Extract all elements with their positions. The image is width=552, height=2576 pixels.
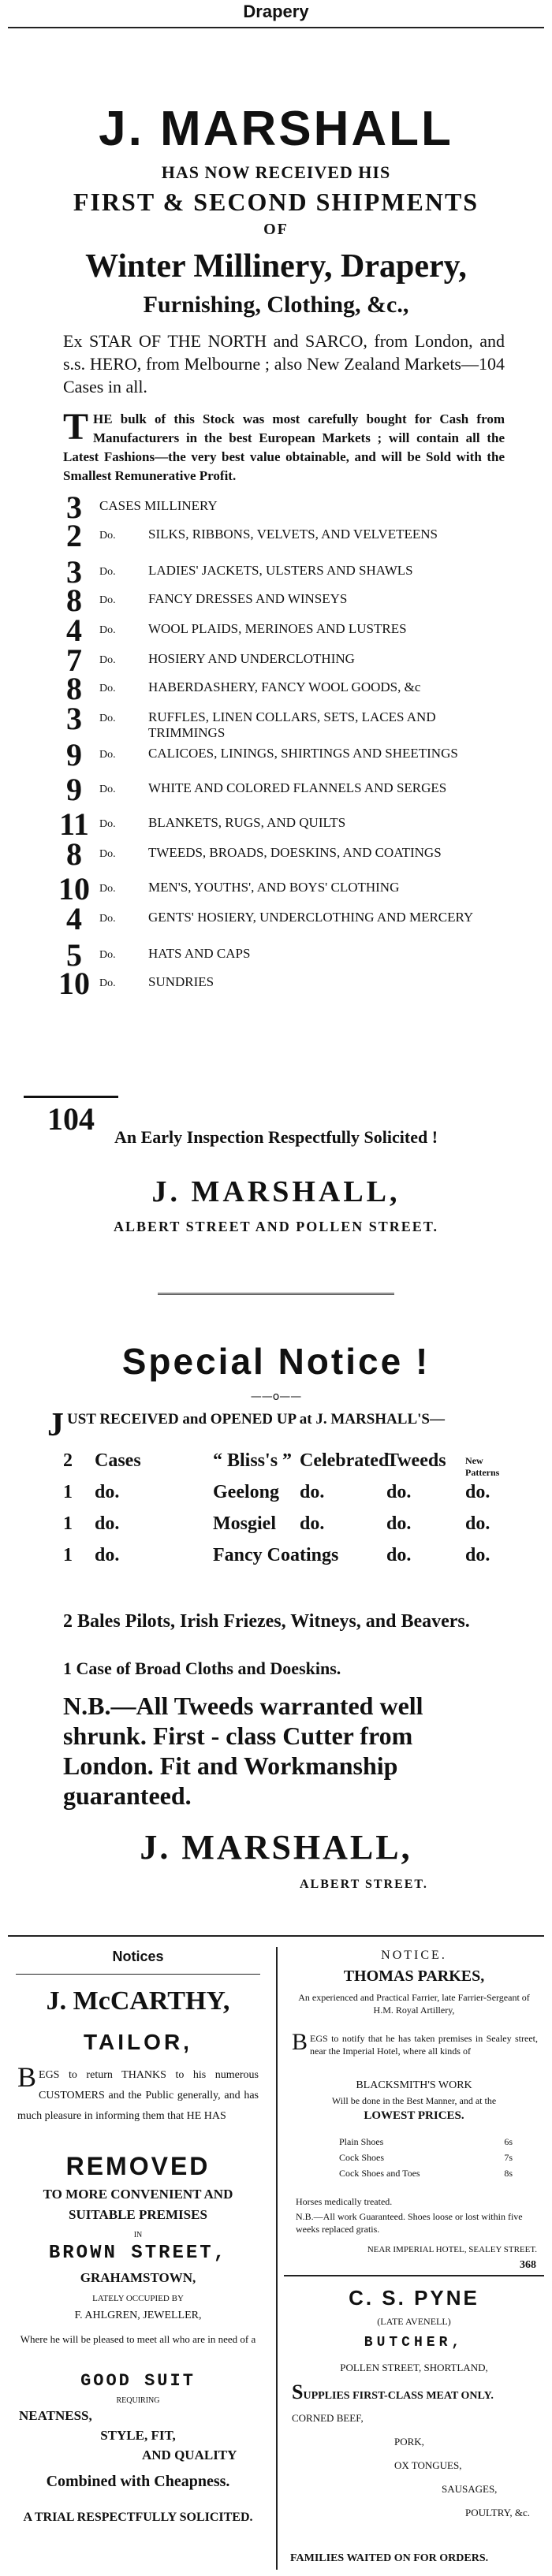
ornament: ——o——: [250, 1390, 302, 1403]
ditto-mark: Do.: [99, 713, 116, 724]
ditto-mark: Do.: [99, 977, 116, 989]
received-line: HAS NOW RECEIVED HIS: [161, 162, 391, 182]
neatness-line: NEATNESS,: [19, 2408, 92, 2423]
bales-line: 2 Bales Pilots, Irish Friezes, Witneys, and Beavers.: [63, 1611, 470, 1632]
case-count: 7: [66, 642, 82, 678]
received-notice: [47, 1407, 520, 1443]
parkes-name: THOMAS PARKES,: [343, 1967, 485, 1985]
premises-line: SUITABLE PREMISES: [69, 2207, 207, 2222]
intro-paragraph: [63, 406, 505, 486]
special-notice-title: Special Notice !: [121, 1341, 431, 1382]
column-divider: [276, 1947, 278, 2570]
horses-line: Horses medically treated.: [296, 2196, 393, 2207]
advertiser-name-3: J. MARSHALL,: [140, 1828, 412, 1867]
tweed-guarantee: N.B.—All Tweeds warranted well shrunk. First - class Cutter from London. Fit and Workmanship guaranteed.: [63, 1692, 423, 1810]
case-field-c: Celebrated: [300, 1450, 390, 1471]
mccarthy-trade: TAILOR,: [84, 2030, 192, 2054]
case-count: 8: [66, 671, 82, 706]
divider: [8, 27, 544, 28]
ditto-mark: Do.: [99, 654, 116, 666]
brown-street: BROWN STREET,: [48, 2243, 228, 2264]
mccarthy-thanks: [17, 2061, 259, 2127]
case-count: 3: [66, 490, 82, 525]
case-field-b: Geelong: [213, 1482, 279, 1502]
case-count: 4: [66, 901, 82, 936]
mccarthy-thanks-text: EGS to return THANKS to his numerous CUSTOMERS and the Public generally, and has much pleasure in informing them that HE HAS: [17, 2069, 259, 2122]
meat-item: PORK,: [394, 2436, 424, 2448]
case-count: 8: [66, 583, 82, 618]
case-field-e: do.: [465, 1545, 490, 1565]
shoe-price: 6s: [504, 2136, 513, 2147]
intro-text: HE bulk of this Stock was most carefully bought for Cash from Manufacturers in the best European Markets ; will contain all the Latest Fashions—the very best value obtainable, and will be Sold with the Smallest Remunerative Profit.: [63, 411, 505, 483]
case-field-a: Cases: [95, 1450, 141, 1471]
guarantee-line: N.B.—All work Guaranteed. Shoes loose or lost within five weeks replaced gratis.: [296, 2211, 523, 2235]
furnishing-line: Furnishing, Clothing, &c.,: [143, 292, 409, 318]
case-field-e: do.: [465, 1482, 490, 1502]
item-description: CALICOES, LININGS, SHIRTINGS AND SHEETINGS: [148, 746, 458, 761]
case-field-d: do.: [386, 1482, 412, 1502]
in-line: IN: [133, 2231, 143, 2239]
case-count: 8: [66, 836, 82, 872]
parkes-notice: [292, 2029, 538, 2057]
jeweller-line: F. AHLGREN, JEWELLER,: [74, 2310, 202, 2321]
price-row: [339, 2136, 513, 2148]
shoe-type: Cock Shoes and Toes: [339, 2168, 420, 2179]
good-suit: GOOD SUIT: [80, 2371, 196, 2391]
meat-item: SAUSAGES,: [442, 2483, 498, 2495]
case-field-q: 2: [63, 1450, 73, 1471]
removed-heading: REMOVED: [65, 2152, 211, 2180]
broadcloth-line: 1 Case of Broad Cloths and Doeskins.: [63, 1658, 341, 1678]
case-field-b: Mosgiel: [213, 1513, 276, 1534]
best-manner-line: Will be done in the Best Manner, and at the: [331, 2095, 497, 2106]
pyne-supplies-text: UPPLIES FIRST-CLASS MEAT ONLY.: [303, 2390, 494, 2402]
ditto-mark: Do.: [99, 818, 116, 830]
divider: [8, 1935, 544, 1937]
of-line: OF: [263, 221, 289, 238]
convenient-line: TO MORE CONVENIENT AND: [43, 2187, 233, 2202]
item-description: WHITE AND COLORED FLANNELS AND SERGES: [148, 780, 447, 795]
case-count: 9: [66, 772, 82, 807]
case-field-b: Fancy Coatings: [213, 1545, 339, 1565]
drop-cap: T: [63, 406, 89, 448]
case-field-q: 1: [63, 1482, 73, 1502]
item-description: LADIES' JACKETS, ULSTERS AND SHAWLS: [148, 563, 413, 578]
case-field-d: Tweeds: [386, 1450, 446, 1471]
mccarthy-name: J. McCARTHY,: [46, 1986, 230, 2016]
style-line: STYLE, FIT,: [100, 2428, 176, 2443]
pyne-address: POLLEN STREET, SHORTLAND,: [340, 2362, 488, 2373]
ditto-mark: Do.: [99, 949, 116, 961]
ditto-mark: Do.: [99, 594, 116, 606]
drop-cap: J: [47, 1407, 64, 1443]
item-description: MEN'S, YOUTHS', AND BOYS' CLOTHING: [148, 880, 400, 895]
grahamstown: GRAHAMSTOWN,: [80, 2270, 196, 2285]
case-field-d: do.: [386, 1513, 412, 1534]
case-count: 10: [58, 966, 90, 1001]
blacksmith-line: BLACKSMITH'S WORK: [356, 2079, 472, 2091]
case-count: 11: [59, 806, 89, 842]
item-description: CASES MILLINERY: [99, 498, 218, 513]
trial-line: A TRIAL RESPECTFULLY SOLICITED.: [23, 2511, 253, 2524]
shoe-type: Cock Shoes: [339, 2152, 384, 2163]
case-field-e: New Patterns: [465, 1455, 500, 1478]
case-field-q: 1: [63, 1513, 73, 1534]
case-count: 3: [66, 701, 82, 736]
item-description: GENTS' HOSIERY, UNDERCLOTHING AND MERCERY: [148, 910, 474, 925]
case-field-c: do.: [300, 1482, 325, 1502]
advertiser-name: J. MARSHALL: [99, 102, 453, 156]
ditto-mark: Do.: [99, 749, 116, 761]
requiring-line: REQUIRING: [116, 2396, 160, 2405]
case-field-a: do.: [95, 1513, 120, 1534]
item-description: HABERDASHERY, FANCY WOOL GOODS, &c: [148, 679, 421, 694]
item-description: BLANKETS, RUGS, AND QUILTS: [148, 815, 346, 830]
quality-line: AND QUALITY: [142, 2448, 237, 2462]
ditto-mark: Do.: [99, 624, 116, 636]
drop-cap: B: [292, 2029, 308, 2055]
meat-item: POULTRY, &c.: [465, 2507, 530, 2518]
shoe-price: 8s: [504, 2168, 513, 2179]
ditto-mark: Do.: [99, 848, 116, 860]
lowest-prices: LOWEST PRICES.: [364, 2109, 464, 2122]
ditto-mark: Do.: [99, 530, 116, 542]
section-header: Drapery: [243, 2, 309, 21]
pyne-late: (LATE AVENELL): [377, 2316, 451, 2327]
ditto-mark: Do.: [99, 913, 116, 925]
item-description: HATS AND CAPS: [148, 946, 251, 961]
case-field-b: “ Bliss's ”: [213, 1450, 293, 1471]
address: ALBERT STREET AND POLLEN STREET.: [114, 1219, 438, 1234]
parkes-notice-text: EGS to notify that he has taken premises in Sealey street, near the Imperial Hotel, where all kinds of: [310, 2033, 538, 2057]
case-count: 9: [66, 737, 82, 772]
cheapness-line: Combined with Cheapness.: [46, 2473, 230, 2490]
total-cases: 104: [47, 1101, 95, 1137]
total-rule: [24, 1096, 118, 1098]
pyne-supplies: [292, 2381, 536, 2404]
where-line: Where he will be pleased to meet all who are in need of a: [20, 2333, 256, 2345]
divider: [284, 2275, 544, 2276]
address-2: ALBERT STREET.: [300, 1878, 428, 1891]
shoe-type: Plain Shoes: [339, 2136, 384, 2147]
case-count: 4: [66, 612, 82, 648]
case-field-e: do.: [465, 1513, 490, 1534]
case-field-c: do.: [300, 1513, 325, 1534]
meat-item: CORNED BEEF,: [292, 2412, 364, 2424]
shoe-price: 7s: [504, 2152, 513, 2163]
item-description: HOSIERY AND UNDERCLOTHING: [148, 651, 355, 666]
drop-cap: B: [17, 2061, 37, 2093]
pyne-name: C. S. PYNE: [349, 2286, 479, 2310]
lately-line: LATELY OCCUPIED BY: [92, 2294, 184, 2303]
drop-cap: S: [292, 2381, 304, 2403]
notices-label: Notices: [112, 1949, 164, 1964]
case-field-d: do.: [386, 1545, 412, 1565]
case-count: 10: [58, 871, 90, 906]
advertiser-name-2: J. MARSHALL,: [151, 1175, 401, 1208]
received-text: UST RECEIVED and OPENED UP at J. MARSHALL'S—: [67, 1411, 445, 1428]
near-hotel: NEAR IMPERIAL HOTEL, SEALEY STREET.: [367, 2245, 537, 2254]
case-count: 3: [66, 554, 82, 590]
pyne-trade: BUTCHER,: [364, 2335, 464, 2351]
shipment-source-text: Ex STAR OF THE NORTH and SARCO, from London, and s.s. HERO, from Melbourne ; also New Zealand Markets—104 Cases in all.: [63, 331, 505, 396]
case-count: 2: [66, 518, 82, 553]
case-field-a: do.: [95, 1545, 120, 1565]
inspection-line: An Early Inspection Respectfully Solicited !: [114, 1127, 438, 1147]
families-line: FAMILIES WAITED ON FOR ORDERS.: [290, 2552, 489, 2564]
notice-label: NOTICE.: [381, 1949, 447, 1962]
item-description: TWEEDS, BROADS, DOESKINS, AND COATINGS: [148, 845, 442, 860]
shipments-line: FIRST & SECOND SHIPMENTS: [73, 188, 479, 216]
case-field-a: do.: [95, 1482, 120, 1502]
price-row: [339, 2152, 513, 2164]
case-field-q: 1: [63, 1545, 73, 1565]
item-description: SUNDRIES: [148, 974, 214, 989]
meat-item: OX TONGUES,: [394, 2459, 462, 2471]
divider: [16, 1974, 260, 1975]
ditto-mark: Do.: [99, 683, 116, 694]
item-description: RUFFLES, LINEN COLLARS, SETS, LACES AND TRIMMINGS: [148, 709, 436, 740]
case-count: 5: [66, 937, 82, 973]
ornamental-rule: [158, 1293, 394, 1301]
ditto-mark: Do.: [99, 566, 116, 578]
parkes-desc: An experienced and Practical Farrier, late Farrier-Sergeant of H.M. Royal Artillery,: [298, 1992, 530, 2016]
ditto-mark: Do.: [99, 784, 116, 795]
ad-number: 368: [520, 2259, 536, 2271]
price-row: [339, 2168, 513, 2180]
item-description: SILKS, RIBBONS, VELVETS, AND VELVETEENS: [148, 527, 438, 542]
millinery-line: Winter Millinery, Drapery,: [85, 248, 467, 285]
ditto-mark: Do.: [99, 883, 116, 895]
item-description: FANCY DRESSES AND WINSEYS: [148, 591, 348, 606]
item-description: WOOL PLAIDS, MERINOES AND LUSTRES: [148, 621, 407, 636]
